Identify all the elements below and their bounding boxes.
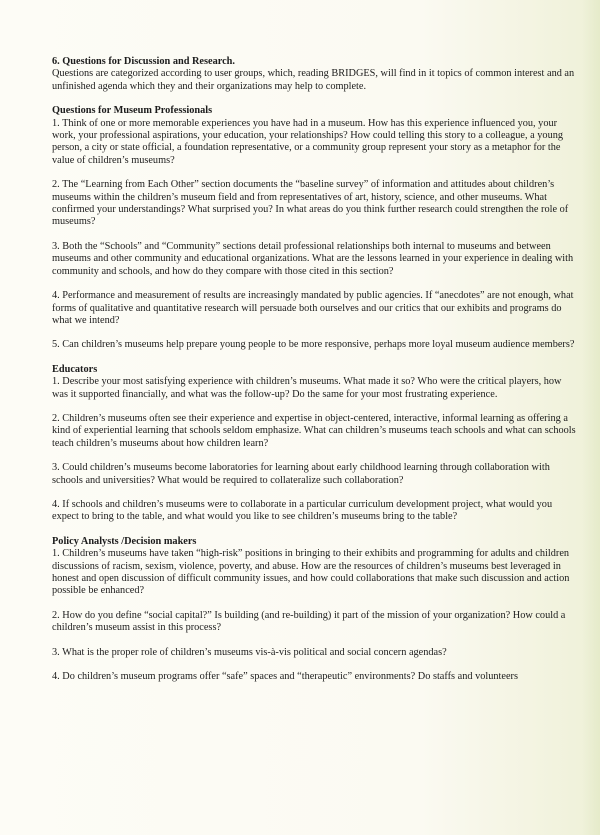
group-educators <box>52 364 580 524</box>
question-item: 1. Think of one or more memorable experiences you have had in a museum. How has this experience influenced you, your work, your professional aspirations, your education, your relationships? How could telling this story to a colleague, a young person, a city or state official, a foundation representative, or a community group represent your story as a metaphor for the value of children’s museums? <box>52 117 564 166</box>
question-item: 5. Can children’s museums help prepare young people to be more responsive, perhaps more loyal museum audience members? <box>52 339 575 351</box>
question-item: 3. Both the “Schools” and “Community” sections detail professional relationships both internal to museums and between museums and other community and educational organizations. What are the lessons learned in your experience in dealing with community and schools, and how do they compare with those cited in this section? <box>52 240 574 277</box>
group-policy-analysts <box>52 536 580 684</box>
section-intro: Questions are categorized according to user groups, which, reading BRIDGES, will find in it topics of common interest and an unfinished agenda which they and their organizations may help to complete. <box>52 68 575 92</box>
question-item: 2. How do you define “social capital?” Is building (and re-building) it part of the mission of your organization? How could a children’s museum assist in this process? <box>52 609 566 634</box>
question-item: 4. Do children’s museum programs offer “safe” spaces and “therapeutic” environments? Do staffs and volunteers <box>52 671 518 683</box>
group-heading-policy-analysts: Policy Analysts /Decision makers <box>52 535 197 547</box>
question-item: 3. Could children’s museums become laboratories for learning about early childhood learning through collaboration with schools and universities? What would be required to collateralize such collaboration? <box>52 462 550 486</box>
question-item: 1. Describe your most satisfying experience with children’s museums. What made it so? Who were the critical players, how was it supported financially, and what was the follow-up? Do the same for your most frustrating experience. <box>52 376 562 400</box>
page-edge-shading <box>582 0 600 835</box>
group-heading-educators: Educators <box>52 363 98 375</box>
question-item: 2. Children’s museums often see their experience and expertise in object-centered, interactive, informal learning as offering a kind of experiential learning that schools seldom emphasize. What can children’s museums teach schools and what can schools teach children’s museums about how children learn? <box>52 412 576 449</box>
section-heading: 6. Questions for Discussion and Research. <box>52 56 235 67</box>
question-item: 4. If schools and children’s museums were to collaborate in a particular curriculum development project, what would you expect to bring to the table, and what would you like to see children’s museums bring to the table? <box>52 498 553 523</box>
document-body <box>52 56 580 683</box>
question-item: 4. Performance and measurement of results are increasingly mandated by public agencies. If “anecdotes” are not enough, what forms of qualitative and quantitative research will persuade both ourselves and our critics that our exhibits and programs do what we intend? <box>52 290 574 326</box>
group-heading-museum-professionals: Questions for Museum Professionals <box>52 105 213 117</box>
question-item: 2. The “Learning from Each Other” section documents the “baseline survey” of information and attitudes about children’s museums within the children’s museum field and from representatives of art, history, science, and other museums. What confirmed your understandings? What surprised you? In what areas do you think further research could strengthen the role of museums? <box>52 179 569 228</box>
group-museum-professionals <box>52 105 580 352</box>
question-item: 3. What is the proper role of children’s museums vis-à-vis political and social concern agendas? <box>52 646 447 658</box>
question-item: 1. Children’s museums have taken “high-risk” positions in bringing to their exhibits and programming for adults and children discussions of racism, sexism, violence, poverty, and abuse. How are the resources of children’s museums best leveraged in honest and open discussion of difficult community issues, and how could collaborations that make such discussion and action possible be enhanced? <box>52 548 570 597</box>
